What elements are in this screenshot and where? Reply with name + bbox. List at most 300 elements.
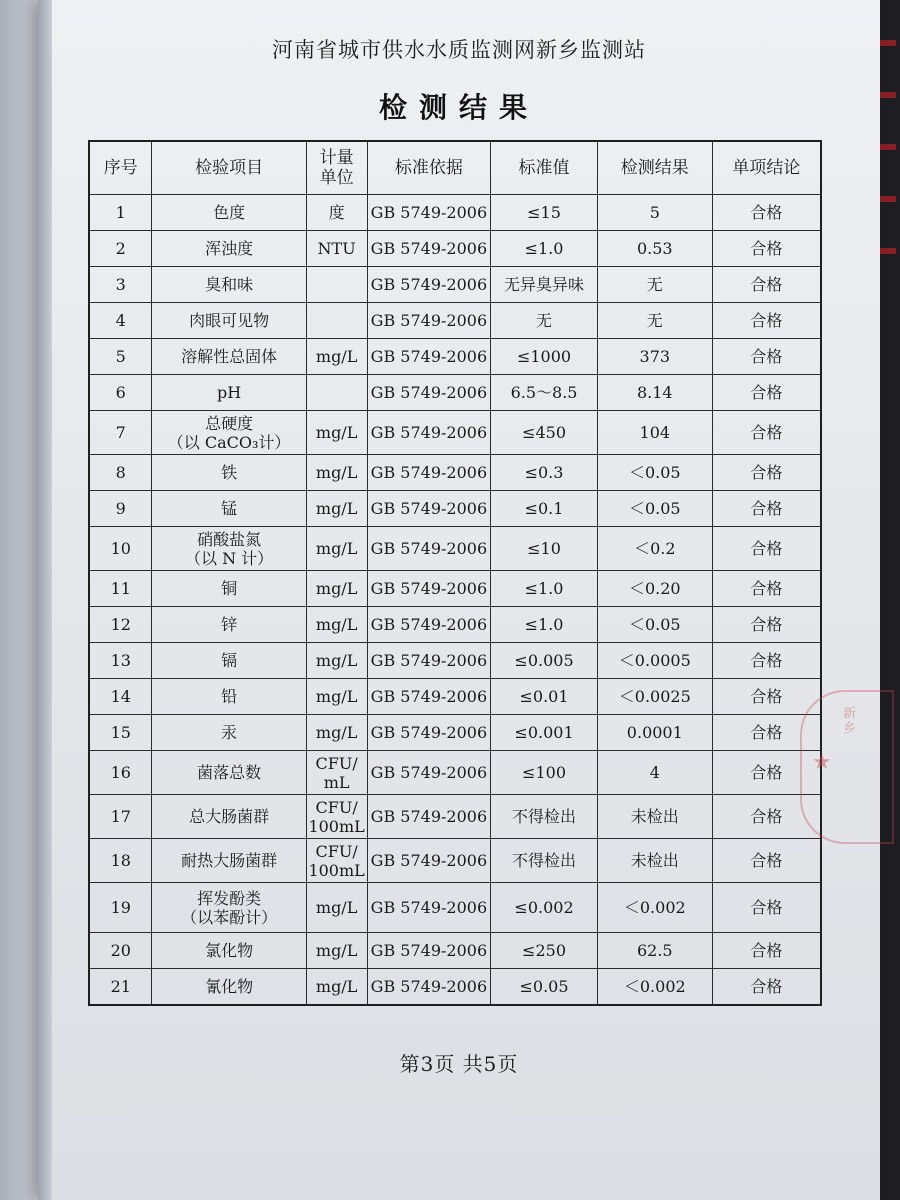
cell-unit-text: mg/L [315,976,358,996]
seal-stamp: 新乡 ★ [800,690,894,844]
cell-no-text: 8 [115,463,126,482]
cell-limit-text: 不得检出 [512,807,577,826]
cell-limit [491,839,597,883]
cell-limit [491,933,597,969]
cell-item [152,795,306,839]
cell-result [597,195,712,231]
cell-result [597,679,712,715]
cell-conclusion [712,679,821,715]
cell-conclusion-text: 合格 [750,976,783,996]
cell-limit-text: ≤0.1 [524,499,564,518]
cell-no [89,751,152,795]
cell-conclusion-text: 合格 [750,499,783,518]
cell-standard-text: GB 5749-2006 [370,311,488,330]
cell-result [597,883,712,933]
cell-no-text: 10 [110,539,131,558]
cell-unit [306,527,367,571]
cell-unit-text: CFU/ [315,797,358,817]
cell-result-text: 未检出 [630,851,679,870]
col-header-no: 序号 [89,141,152,195]
cell-item-text: 臭和味 [205,275,254,294]
cell-unit-text: 100mL [308,816,365,836]
cell-result-text: 未检出 [630,807,679,826]
cell-no [89,795,152,839]
cell-standard [367,839,491,883]
cell-conclusion [712,933,821,969]
cell-result [597,455,712,491]
cell-unit-text: mg/L [315,687,358,706]
cell-no-text: 16 [110,763,131,782]
cell-limit-text: ≤0.05 [519,976,569,996]
cell-limit [491,571,597,607]
cell-standard-text: GB 5749-2006 [370,687,488,706]
cell-item [152,375,306,411]
cell-item [152,679,306,715]
cell-result-text: 无 [646,311,663,330]
cell-limit [491,969,597,1005]
cell-limit-text: 6.5～8.5 [510,383,578,402]
cell-standard-text: GB 5749-2006 [370,499,488,518]
cell-result-text: 62.5 [636,941,673,960]
cell-no-text: 11 [110,579,131,598]
cell-no-text: 3 [115,275,126,294]
table-row [89,527,821,571]
cell-item-text: 总大肠菌群 [189,807,270,826]
cell-conclusion-text: 合格 [750,807,783,826]
cell-item-text: 镉 [221,651,238,670]
cell-standard [367,795,491,839]
cell-standard-text: GB 5749-2006 [370,976,488,996]
cell-item-text: 总硬度 [205,413,254,433]
cell-conclusion [712,571,821,607]
table-row [89,715,821,751]
cell-conclusion [712,883,821,933]
cell-unit [306,969,367,1005]
cell-item [152,339,306,375]
cell-no-text: 18 [110,851,131,870]
cell-item-text: 铅 [221,687,238,706]
cell-result-text: 373 [639,347,671,366]
cell-unit-text: NTU [317,239,356,258]
cell-unit-text: mg/L [315,463,358,482]
cell-result-text: 无 [646,275,663,294]
cell-result-text: 0.0001 [626,723,683,742]
cell-item [152,883,306,933]
cell-no [89,455,152,491]
cell-conclusion [712,195,821,231]
cell-standard [367,231,491,267]
cell-conclusion-text: 合格 [750,687,783,706]
cell-item [152,231,306,267]
cell-unit-text: 度 [328,203,345,222]
cell-no [89,969,152,1005]
cell-result [597,375,712,411]
cell-unit [306,883,367,933]
cell-conclusion-text: 合格 [750,203,783,222]
cell-standard-text: GB 5749-2006 [370,898,488,917]
cell-item-text: 色度 [213,203,246,222]
cell-item [152,715,306,751]
cell-conclusion [712,607,821,643]
cell-no [89,839,152,883]
cell-result-text: 4 [649,763,660,782]
col-header-standard: 标准依据 [367,141,491,195]
cell-result [597,933,712,969]
cell-standard-text: GB 5749-2006 [370,423,488,442]
cell-standard-text: GB 5749-2006 [370,615,488,634]
cell-no-text: 12 [110,615,131,634]
cell-standard-text: GB 5749-2006 [370,383,488,402]
cell-conclusion-text: 合格 [750,463,783,482]
cell-item [152,303,306,339]
cell-limit [491,679,597,715]
cell-result-text: ＜0.20 [628,579,681,598]
cell-result-text: 5 [649,203,660,222]
cell-unit [306,607,367,643]
cell-standard-text: GB 5749-2006 [370,807,488,826]
cell-conclusion [712,267,821,303]
cell-no [89,933,152,969]
cell-standard-text: GB 5749-2006 [370,203,488,222]
cell-item-text: 氰化物 [205,976,254,996]
cell-no-text: 5 [115,347,126,366]
cell-standard-text: GB 5749-2006 [370,851,488,870]
cell-item [152,267,306,303]
cell-item-text: 锌 [221,615,238,634]
cell-conclusion-text: 合格 [750,763,783,782]
cell-unit-text: CFU/ [315,841,358,861]
cell-limit-text: 无异臭异味 [504,275,585,294]
station-header: 河南省城市供水水质监测网新乡监测站 [272,38,646,62]
cell-limit-text: ≤0.001 [514,723,574,742]
cell-item-text: 肉眼可见物 [189,311,270,330]
cell-limit [491,883,597,933]
cell-standard [367,411,491,455]
cell-no-text: 2 [115,239,126,258]
cell-result [597,571,712,607]
cell-standard [367,267,491,303]
cell-unit [306,195,367,231]
cell-no-text: 4 [115,311,126,330]
cell-standard [367,969,491,1005]
cell-limit [491,643,597,679]
cell-standard-text: GB 5749-2006 [370,723,488,742]
cell-conclusion-text: 合格 [750,941,783,960]
cell-item [152,455,306,491]
col-header-item: 检验项目 [152,141,306,195]
cell-result [597,607,712,643]
cell-unit [306,455,367,491]
cell-result [597,411,712,455]
col-header-unit-line2: 单位 [319,168,354,188]
cell-no-text: 13 [110,651,131,670]
cell-conclusion [712,303,821,339]
cell-unit-text: mg/L [315,898,358,917]
table-row [89,339,821,375]
cell-unit [306,491,367,527]
cell-no [89,607,152,643]
cell-unit-text: mg/L [315,423,358,442]
cell-unit [306,933,367,969]
cell-conclusion-text: 合格 [750,423,783,442]
cell-standard-text: GB 5749-2006 [370,579,488,598]
cell-limit [491,267,597,303]
cell-no [89,491,152,527]
cell-no-text: 15 [110,723,131,742]
cell-conclusion-text: 合格 [750,539,783,558]
cell-item-text: 浑浊度 [205,239,254,258]
cell-result-text: ＜0.2 [634,539,676,558]
cell-limit [491,339,597,375]
cell-limit [491,195,597,231]
cell-item [152,751,306,795]
cell-conclusion-text: 合格 [750,275,783,294]
cell-item [152,195,306,231]
page-title: 检测结果 [378,91,539,124]
cell-item [152,527,306,571]
cell-unit-text: mg/L [315,579,358,598]
cell-item [152,607,306,643]
cell-unit-text: mg/L [315,615,358,634]
cell-conclusion-text: 合格 [750,851,783,870]
cell-result [597,643,712,679]
cell-limit [491,231,597,267]
cell-no-text: 19 [110,898,131,917]
table-row [89,571,821,607]
cell-no-text: 6 [115,383,126,402]
cell-limit [491,795,597,839]
table-row [89,643,821,679]
cell-standard [367,195,491,231]
cell-item-text: 锰 [221,499,238,518]
table-row [89,267,821,303]
cell-result-text: ＜0.05 [628,615,681,634]
cell-item-text: 汞 [221,723,238,742]
cell-result-text: ＜0.05 [628,499,681,518]
cell-no-text: 21 [110,976,131,996]
cell-conclusion-text: 合格 [750,723,783,742]
cell-conclusion-text: 合格 [750,579,783,598]
cell-item [152,839,306,883]
cell-no [89,883,152,933]
cell-limit-text: ≤0.01 [519,687,569,706]
cell-result [597,491,712,527]
table-row [89,375,821,411]
cell-no [89,411,152,455]
cell-result [597,715,712,751]
cell-no [89,339,152,375]
cell-item-text: 溶解性总固体 [181,347,278,366]
cell-limit-text: ≤450 [522,423,566,442]
cell-result [597,231,712,267]
table-row [89,795,821,839]
cell-limit [491,715,597,751]
cell-result [597,969,712,1005]
cell-result [597,751,712,795]
results-table [88,140,822,1006]
cell-item-text: 铁 [221,463,238,482]
cell-standard [367,303,491,339]
cell-limit-text: ≤250 [522,941,566,960]
cell-item [152,643,306,679]
page-number: 第3页 共5页 [399,1052,519,1076]
cell-standard-text: GB 5749-2006 [370,347,488,366]
cell-unit [306,571,367,607]
cell-no [89,231,152,267]
cell-limit [491,375,597,411]
cell-conclusion-text: 合格 [750,383,783,402]
cell-limit-text: ≤15 [527,203,561,222]
cell-conclusion [712,455,821,491]
cell-unit [306,231,367,267]
cell-result-text: ＜0.002 [623,898,686,917]
cell-no-text: 1 [115,203,126,222]
cell-unit [306,339,367,375]
cell-conclusion [712,527,821,571]
col-header-limit: 标准值 [491,141,597,195]
cell-unit-text: mg/L [315,539,358,558]
cell-conclusion-text: 合格 [750,898,783,917]
cell-no [89,375,152,411]
cell-limit [491,527,597,571]
cell-item-text: 耐热大肠菌群 [181,851,278,870]
cell-standard [367,715,491,751]
cell-standard [367,933,491,969]
cell-limit [491,491,597,527]
cell-item-text: 菌落总数 [197,763,262,782]
cell-item [152,571,306,607]
star-icon: ★ [812,750,832,775]
cell-unit [306,751,367,795]
cell-unit-text: mg/L [315,499,358,518]
cell-limit-text: ≤0.002 [514,898,574,917]
cell-no-text: 17 [110,807,131,826]
cell-limit-text: ≤0.3 [524,463,564,482]
table-row [89,303,821,339]
cell-limit-text: 无 [536,311,553,330]
col-header-conclusion: 单项结论 [712,141,821,195]
cell-standard-text: GB 5749-2006 [370,275,488,294]
cell-limit-text: ≤100 [522,763,566,782]
cell-unit [306,303,367,339]
cell-standard [367,751,491,795]
cell-standard [367,643,491,679]
cell-item-text: （以苯酚计） [181,907,278,927]
table-row [89,607,821,643]
col-header-result: 检测结果 [597,141,712,195]
cell-unit-text: CFU/ [315,753,358,773]
cell-conclusion [712,643,821,679]
table-row [89,883,821,933]
cell-standard [367,607,491,643]
cell-unit-text: mg/L [315,941,358,960]
cell-standard [367,527,491,571]
cell-standard [367,455,491,491]
cell-conclusion [712,839,821,883]
cell-result [597,839,712,883]
cell-limit [491,411,597,455]
cell-unit-text: mg/L [315,723,358,742]
cell-result [597,795,712,839]
page-edge [38,0,52,1200]
cell-limit-text: ≤1.0 [524,615,564,634]
cell-no [89,267,152,303]
table-row [89,491,821,527]
cell-unit [306,679,367,715]
cell-item [152,411,306,455]
table-header-row [89,141,821,195]
cell-no [89,715,152,751]
cell-conclusion-text: 合格 [750,311,783,330]
cell-limit-text: ≤10 [527,539,561,558]
table-row [89,231,821,267]
cell-item-text: pH [216,383,242,402]
cell-unit-text: mg/L [315,651,358,670]
cell-limit-text: ≤0.005 [514,651,574,670]
cell-standard [367,491,491,527]
table-row [89,933,821,969]
cell-unit-text: mL [323,772,350,792]
table-row [89,969,821,1005]
cell-result-text: ＜0.0005 [618,651,691,670]
cell-standard-text: GB 5749-2006 [370,941,488,960]
cell-item [152,491,306,527]
table-row [89,455,821,491]
cell-item-text: 挥发酚类 [197,888,262,908]
cell-standard [367,571,491,607]
cell-item [152,933,306,969]
cell-no-text: 7 [115,423,126,442]
cell-result-text: 104 [639,423,671,442]
cell-no [89,303,152,339]
cell-limit [491,751,597,795]
cell-unit-text: mg/L [315,347,358,366]
table-row [89,411,821,455]
document-page [38,0,880,1200]
cell-conclusion [712,411,821,455]
cell-conclusion [712,231,821,267]
cell-standard-text: GB 5749-2006 [370,239,488,258]
cell-unit-text: 100mL [308,860,365,880]
cell-no [89,643,152,679]
col-header-unit [306,141,367,195]
table-body [89,195,821,1005]
cell-result [597,303,712,339]
cell-conclusion-text: 合格 [750,651,783,670]
cell-item-text: 硝酸盐氮 [197,529,262,549]
cell-result-text: ＜0.05 [628,463,681,482]
cell-limit [491,303,597,339]
cell-result [597,339,712,375]
cell-conclusion-text: 合格 [750,239,783,258]
cell-conclusion [712,375,821,411]
cell-item-text: 氯化物 [205,941,254,960]
cell-item-text: （以 CaCO₃计） [167,432,291,452]
table-row [89,195,821,231]
cell-result-text: ＜0.002 [623,976,686,996]
cell-item-text: 铜 [221,579,238,598]
cell-standard-text: GB 5749-2006 [370,651,488,670]
col-header-unit-line1: 计量 [319,148,354,168]
cell-no [89,195,152,231]
cell-no [89,527,152,571]
cell-unit [306,267,367,303]
cell-no-text: 9 [115,499,126,518]
cell-limit-text: ≤1.0 [524,579,564,598]
cell-standard [367,679,491,715]
cell-result-text: ＜0.0025 [618,687,691,706]
table-row [89,839,821,883]
